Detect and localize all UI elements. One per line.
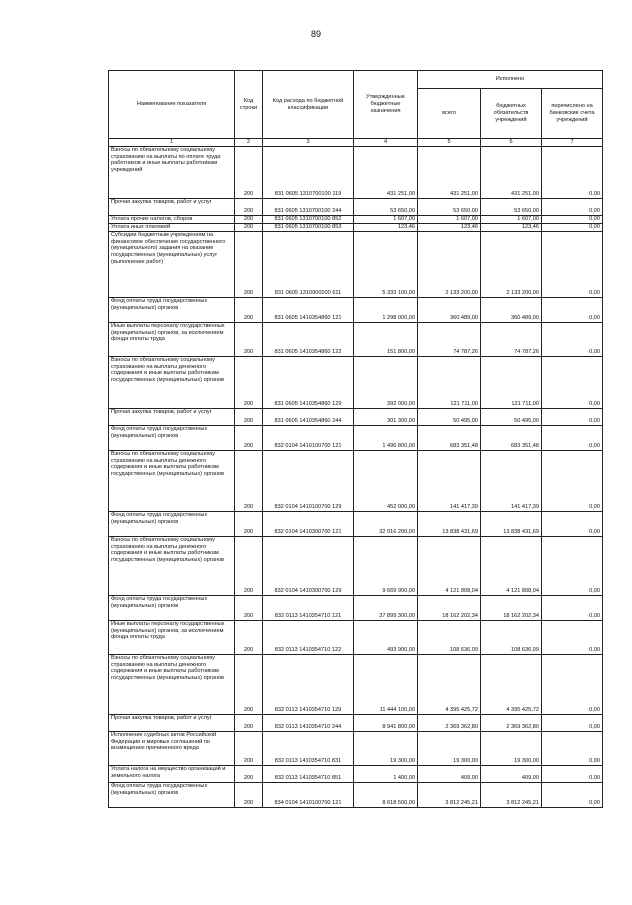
row-approved: 9 669 900,00 <box>354 537 418 596</box>
row-name: Уплата прочих налогов, сборов <box>109 216 235 224</box>
header-executed: Исполнено <box>418 71 603 89</box>
row-bank-transfer: 0,00 <box>542 621 603 655</box>
row-approved: 11 444 100,00 <box>354 655 418 715</box>
table-row <box>109 783 603 808</box>
row-executed-total: 53 650,00 <box>418 199 481 216</box>
row-name: Фонд оплаты труда государственных (муниципальных) органов <box>109 512 235 537</box>
row-expense-code: 832 0104 1410100700 129 <box>263 451 354 512</box>
row-executed-obligations: 683 351,48 <box>481 426 542 451</box>
row-approved: 493 900,00 <box>354 621 418 655</box>
table-row <box>109 199 603 216</box>
row-line-code: 200 <box>235 537 263 596</box>
row-executed-total: 360 489,00 <box>418 298 481 323</box>
row-bank-transfer: 0,00 <box>542 409 603 426</box>
row-line-code: 200 <box>235 451 263 512</box>
row-name: Исполнение судебных актов Российской Федерации и мировых соглашений по возмещению причиненного вреда <box>109 732 235 766</box>
column-number: 3 <box>263 139 354 147</box>
column-number: 2 <box>235 139 263 147</box>
row-approved: 5 333 100,00 <box>354 232 418 298</box>
row-expense-code: 832 0113 1410354710 122 <box>263 621 354 655</box>
header-line-code: Код строки <box>235 71 263 139</box>
column-number: 1 <box>109 139 235 147</box>
row-line-code: 200 <box>235 199 263 216</box>
header-expense-code: Код расхода по бюджетной классификации <box>263 71 354 139</box>
row-expense-code: 831 0605 1410354860 122 <box>263 323 354 357</box>
row-bank-transfer: 0,00 <box>542 232 603 298</box>
table-row <box>109 732 603 766</box>
row-executed-obligations: 74 787,26 <box>481 323 542 357</box>
header-bank-transfer: перечислено на банковские счета учреждений <box>542 89 603 139</box>
row-line-code: 200 <box>235 147 263 199</box>
row-bank-transfer: 0,00 <box>542 216 603 224</box>
row-executed-total: 431 251,00 <box>418 147 481 199</box>
row-name: Уплата налога на имущество организаций и земельного налога <box>109 766 235 783</box>
row-approved: 19 300,00 <box>354 732 418 766</box>
row-bank-transfer: 0,00 <box>542 537 603 596</box>
table-row <box>109 298 603 323</box>
row-expense-code: 831 0605 1310700100 119 <box>263 147 354 199</box>
row-executed-obligations: 19 300,00 <box>481 732 542 766</box>
row-approved: 37 899 300,00 <box>354 596 418 621</box>
row-executed-obligations: 18 162 202,34 <box>481 596 542 621</box>
row-executed-obligations: 108 636,09 <box>481 621 542 655</box>
table-row <box>109 537 603 596</box>
row-expense-code: 832 0104 1410300700 129 <box>263 537 354 596</box>
row-bank-transfer: 0,00 <box>542 783 603 808</box>
table-row <box>109 357 603 409</box>
row-executed-obligations: 2 369 362,80 <box>481 715 542 732</box>
row-line-code: 200 <box>235 621 263 655</box>
row-expense-code: 831 0605 1410354860 244 <box>263 409 354 426</box>
row-expense-code: 831 0605 1310700100 852 <box>263 216 354 224</box>
row-name: Взносы по обязательному социальному страхованию на выплаты денежного содержания и иные выплаты работникам государственных (муниципальных) органов <box>109 451 235 512</box>
table-body <box>109 147 603 808</box>
row-name: Прочая закупка товаров, работ и услуг <box>109 409 235 426</box>
row-approved: 1 607,00 <box>354 216 418 224</box>
row-executed-total: 13 838 431,69 <box>418 512 481 537</box>
row-executed-total: 2 369 362,80 <box>418 715 481 732</box>
column-number: 7 <box>542 139 603 147</box>
row-executed-obligations: 141 417,39 <box>481 451 542 512</box>
row-executed-obligations: 2 133 200,00 <box>481 232 542 298</box>
row-approved: 8 941 800,00 <box>354 715 418 732</box>
column-number: 5 <box>418 139 481 147</box>
row-expense-code: 831 0605 1410354860 129 <box>263 357 354 409</box>
row-executed-obligations: 53 650,00 <box>481 199 542 216</box>
row-name: Фонд оплаты труда государственных (муниципальных) органов <box>109 426 235 451</box>
row-approved: 301 300,00 <box>354 409 418 426</box>
row-line-code: 200 <box>235 783 263 808</box>
row-approved: 431 251,00 <box>354 147 418 199</box>
row-approved: 53 650,00 <box>354 199 418 216</box>
row-bank-transfer: 0,00 <box>542 715 603 732</box>
row-line-code: 200 <box>235 224 263 232</box>
row-bank-transfer: 0,00 <box>542 766 603 783</box>
page-number: 89 <box>310 29 321 39</box>
row-name: Прочая закупка товаров, работ и услуг <box>109 199 235 216</box>
row-expense-code: 832 0113 1410354710 121 <box>263 596 354 621</box>
row-line-code: 200 <box>235 409 263 426</box>
row-line-code: 200 <box>235 426 263 451</box>
table-row <box>109 323 603 357</box>
row-bank-transfer: 0,00 <box>542 298 603 323</box>
row-approved: 8 618 500,00 <box>354 783 418 808</box>
row-name: Фонд оплаты труда государственных (муниципальных) органов <box>109 596 235 621</box>
row-bank-transfer: 0,00 <box>542 732 603 766</box>
row-approved: 452 000,00 <box>354 451 418 512</box>
table-row <box>109 232 603 298</box>
row-approved: 1 496 800,00 <box>354 426 418 451</box>
row-executed-obligations: 409,00 <box>481 766 542 783</box>
row-expense-code: 832 0113 1410354710 244 <box>263 715 354 732</box>
row-executed-total: 409,00 <box>418 766 481 783</box>
header-total: всего <box>418 89 481 139</box>
row-expense-code: 831 0605 1310700100 853 <box>263 224 354 232</box>
header-name: Наименование показателя <box>109 71 235 139</box>
row-approved: 1 298 000,00 <box>354 298 418 323</box>
row-executed-total: 3 812 245,21 <box>418 783 481 808</box>
table-row <box>109 409 603 426</box>
row-expense-code: 832 0113 1410354710 851 <box>263 766 354 783</box>
table-row <box>109 596 603 621</box>
row-executed-total: 1 607,00 <box>418 216 481 224</box>
row-executed-total: 2 133 200,00 <box>418 232 481 298</box>
column-number: 4 <box>354 139 418 147</box>
row-name: Иные выплаты персоналу государственных (муниципальных) органов, за исключением фонда оплаты труда <box>109 621 235 655</box>
row-executed-total: 121 711,00 <box>418 357 481 409</box>
row-name: Фонд оплаты труда государственных (муниципальных) органов <box>109 298 235 323</box>
table-row <box>109 512 603 537</box>
row-bank-transfer: 0,00 <box>542 199 603 216</box>
header-approved: Утвержденные бюджетные назначения <box>354 71 418 139</box>
table-row <box>109 766 603 783</box>
row-approved: 151 800,00 <box>354 323 418 357</box>
row-bank-transfer: 0,00 <box>542 147 603 199</box>
row-line-code: 200 <box>235 512 263 537</box>
row-bank-transfer: 0,00 <box>542 323 603 357</box>
row-executed-obligations: 4 121 808,04 <box>481 537 542 596</box>
row-line-code: 200 <box>235 216 263 224</box>
table-row <box>109 451 603 512</box>
row-executed-total: 18 162 202,34 <box>418 596 481 621</box>
row-approved: 123,46 <box>354 224 418 232</box>
row-expense-code: 834 0104 1410100700 121 <box>263 783 354 808</box>
table-row <box>109 655 603 715</box>
row-bank-transfer: 0,00 <box>542 512 603 537</box>
row-line-code: 200 <box>235 766 263 783</box>
table-row <box>109 216 603 224</box>
row-name: Иные выплаты персоналу государственных (муниципальных) органов, за исключением фонда оплаты труда <box>109 323 235 357</box>
row-executed-total: 141 417,39 <box>418 451 481 512</box>
row-executed-obligations: 360 489,00 <box>481 298 542 323</box>
budget-execution-table <box>108 70 603 808</box>
row-approved: 1 400,00 <box>354 766 418 783</box>
row-name: Взносы по обязательному социальному страхованию на выплаты денежного содержания и иные выплаты работникам государственных (муниципальных) органов <box>109 357 235 409</box>
row-expense-code: 832 0113 1410354710 129 <box>263 655 354 715</box>
row-executed-obligations: 13 838 431,69 <box>481 512 542 537</box>
row-expense-code: 832 0104 1410100700 121 <box>263 426 354 451</box>
row-expense-code: 832 0104 1410300700 121 <box>263 512 354 537</box>
row-name: Уплата иных платежей <box>109 224 235 232</box>
row-expense-code: 831 0605 1410354860 121 <box>263 298 354 323</box>
row-expense-code: 831 0605 1310900200 611 <box>263 232 354 298</box>
row-name: Фонд оплаты труда государственных (муниципальных) органов <box>109 783 235 808</box>
row-bank-transfer: 0,00 <box>542 655 603 715</box>
table-row <box>109 147 603 199</box>
row-approved: 392 000,00 <box>354 357 418 409</box>
row-executed-total: 74 787,26 <box>418 323 481 357</box>
row-executed-obligations: 50 495,00 <box>481 409 542 426</box>
row-approved: 32 016 200,00 <box>354 512 418 537</box>
row-executed-obligations: 123,46 <box>481 224 542 232</box>
row-name: Субсидии бюджетным учреждениям на финансовое обеспечение государственного (муниципального) задания на оказание государственных (муниципальных) услуг (выполнение работ) <box>109 232 235 298</box>
row-executed-obligations: 1 607,00 <box>481 216 542 224</box>
row-bank-transfer: 0,00 <box>542 451 603 512</box>
table-row <box>109 715 603 732</box>
header-budget-obligations: бюджетных обязательств учреждений <box>481 89 542 139</box>
row-name: Взносы по обязательному социальному страхованию на выплаты денежного содержания и иные выплаты работникам государственных (муниципальных) органов <box>109 655 235 715</box>
row-executed-total: 19 300,00 <box>418 732 481 766</box>
row-name: Взносы по обязательному социальному страхованию на выплаты по оплате труда работников и иные выплаты работникам учреждений <box>109 147 235 199</box>
row-bank-transfer: 0,00 <box>542 224 603 232</box>
row-expense-code: 831 0605 1310700100 244 <box>263 199 354 216</box>
row-bank-transfer: 0,00 <box>542 596 603 621</box>
table-row <box>109 621 603 655</box>
row-name: Взносы по обязательному социальному страхованию на выплаты денежного содержания и иные выплаты работникам государственных (муниципальных) органов <box>109 537 235 596</box>
row-line-code: 200 <box>235 715 263 732</box>
row-executed-total: 4 121 808,04 <box>418 537 481 596</box>
row-executed-total: 108 636,09 <box>418 621 481 655</box>
row-executed-obligations: 4 395 425,72 <box>481 655 542 715</box>
row-line-code: 200 <box>235 357 263 409</box>
row-line-code: 200 <box>235 655 263 715</box>
row-line-code: 200 <box>235 732 263 766</box>
row-executed-obligations: 3 812 245,21 <box>481 783 542 808</box>
row-line-code: 200 <box>235 298 263 323</box>
column-number: 6 <box>481 139 542 147</box>
row-line-code: 200 <box>235 596 263 621</box>
table-row <box>109 224 603 232</box>
row-executed-total: 683 351,48 <box>418 426 481 451</box>
row-line-code: 200 <box>235 323 263 357</box>
row-executed-obligations: 121 711,00 <box>481 357 542 409</box>
row-line-code: 200 <box>235 232 263 298</box>
row-executed-total: 4 395 425,72 <box>418 655 481 715</box>
row-executed-obligations: 431 251,00 <box>481 147 542 199</box>
row-executed-total: 123,46 <box>418 224 481 232</box>
row-name: Прочая закупка товаров, работ и услуг <box>109 715 235 732</box>
table-row <box>109 426 603 451</box>
row-expense-code: 832 0113 1410354710 831 <box>263 732 354 766</box>
row-bank-transfer: 0,00 <box>542 357 603 409</box>
row-bank-transfer: 0,00 <box>542 426 603 451</box>
row-executed-total: 50 495,00 <box>418 409 481 426</box>
